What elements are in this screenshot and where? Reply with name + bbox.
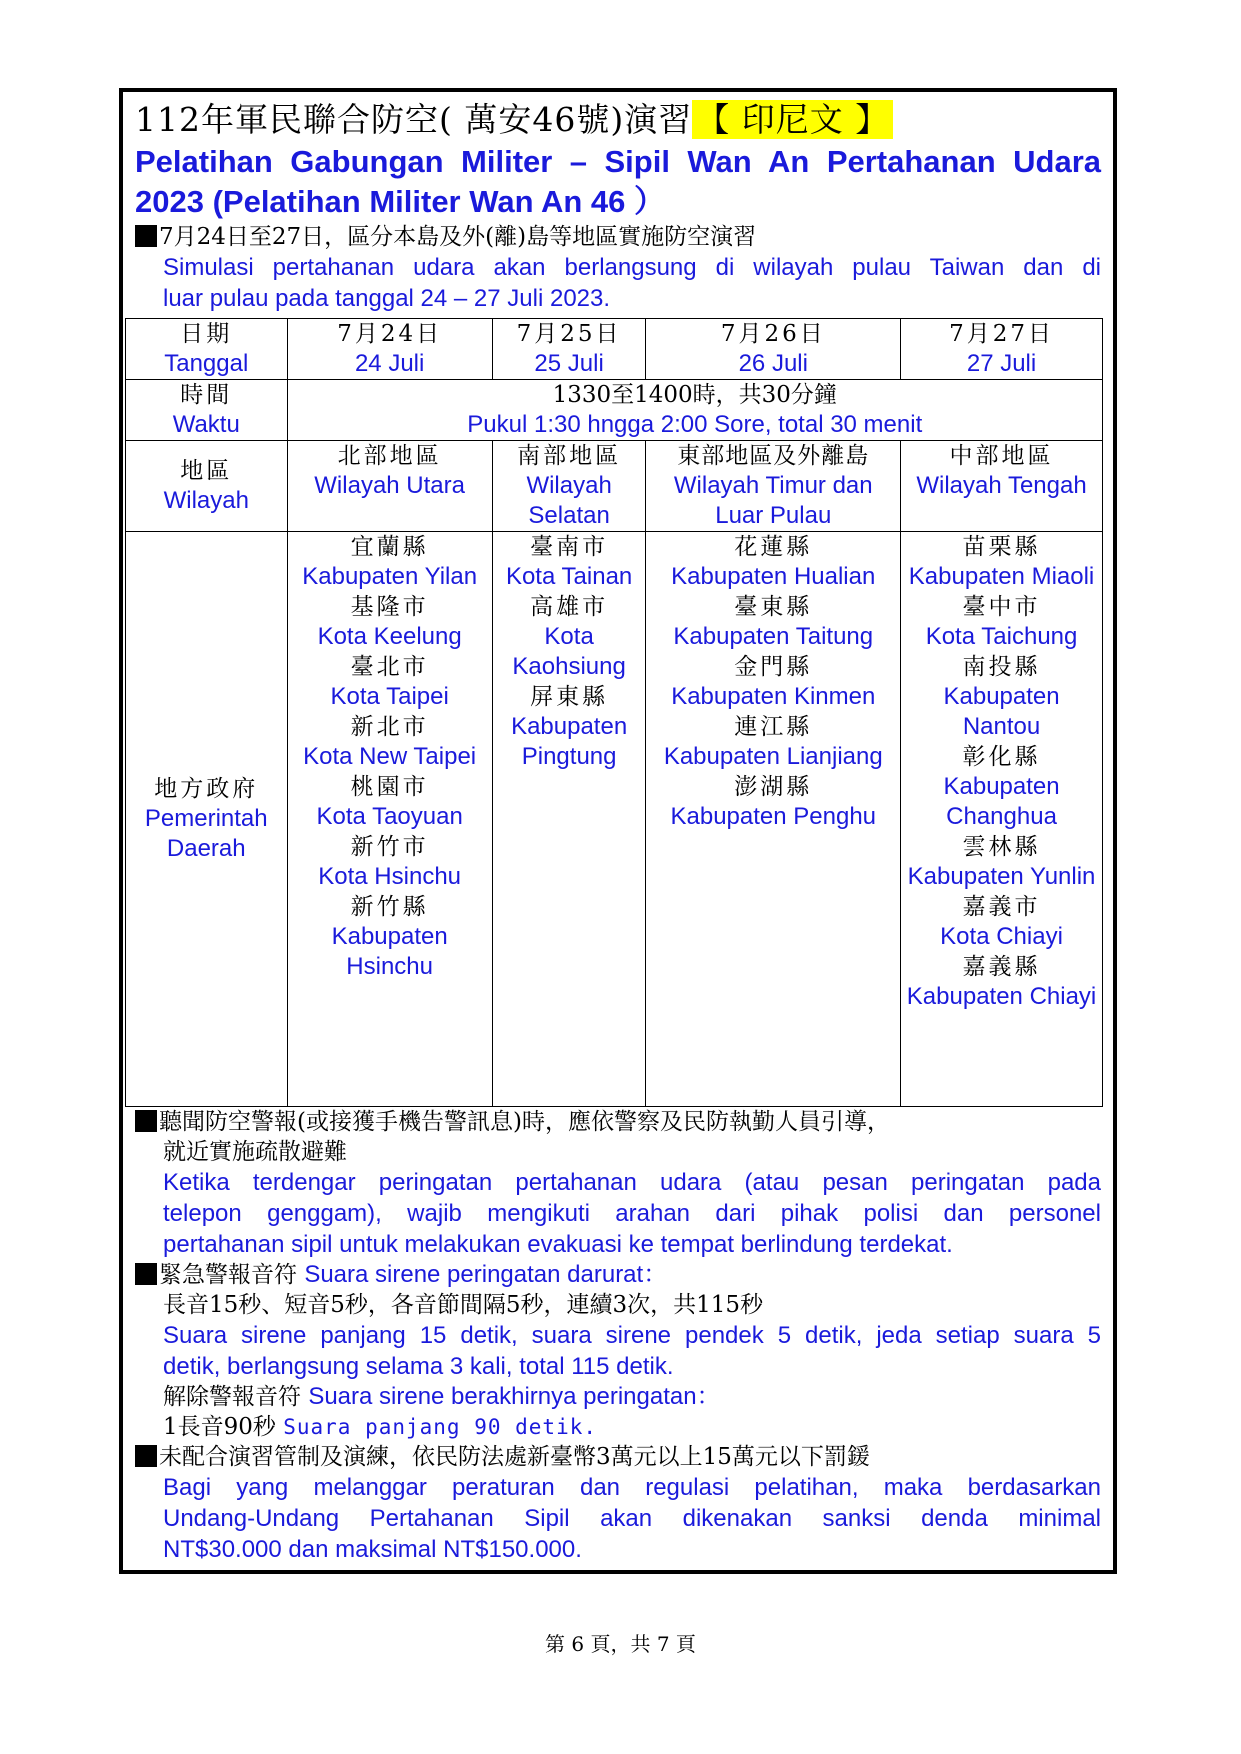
page-number: 第 6 頁，共 7 頁 <box>545 1632 696 1656</box>
gov-name-indonesian: Kabupaten Nantou <box>943 683 1060 740</box>
intro-chinese: 7月24日至27日，區分本島及外(離)島等地區實施防空演習 <box>135 222 1101 252</box>
title-chinese <box>135 98 1101 142</box>
gov-name-chinese: 臺東縣 <box>734 594 813 620</box>
title-chinese-main: 112年軍民聯合防空( 萬安46號)演習 <box>135 100 693 139</box>
gov-name-indonesian: Kabupaten Yilan <box>302 563 478 590</box>
gov-name-chinese: 雲林縣 <box>962 834 1041 860</box>
gov-name-chinese: 嘉義市 <box>962 894 1041 920</box>
gov-name-indonesian: Kota Taipei <box>330 683 449 710</box>
date-cell: 7月27日 <box>949 321 1054 347</box>
region-cell: 北部地區 <box>337 443 442 469</box>
date-cell: 7月26日 <box>720 321 826 347</box>
penalty-chinese: 未配合演習管制及演練，依民防法處新臺幣3萬元以上15萬元以下罰鍰 <box>135 1442 1101 1472</box>
bullet-square-icon <box>135 1445 157 1467</box>
evac-chinese-line-1: 聽聞防空警報(或接獲手機告警訊息)時，應依警察及民防執勤人員引導， <box>135 1107 1101 1137</box>
gov-name-indonesian: Kota Taoyuan <box>316 803 463 830</box>
gov-name-indonesian: Kabupaten Lianjiang <box>663 743 883 770</box>
gov-name-chinese: 連江縣 <box>734 714 813 740</box>
gov-name-indonesian: Kabupaten Chiayi <box>906 983 1097 1010</box>
time-chinese: 1330至1400時，共30分鐘 <box>552 382 837 408</box>
gov-list-day-1 <box>287 532 492 1107</box>
penalty-indonesian-line-2: Undang-Undang Pertahanan Sipil akan dikenakan sanksi denda minimal <box>163 1505 1101 1532</box>
gov-name-indonesian: Kabupaten Penghu <box>670 803 877 830</box>
gov-name-indonesian: Kabupaten Kinmen <box>671 683 876 710</box>
region-cell: 東部地區及外離島 <box>677 443 870 469</box>
evac-indonesian-line-3: pertahanan sipil untuk melakukan evakuasi ke tempat berlindung terdekat. <box>163 1231 953 1258</box>
gov-name-indonesian: Kabupaten Taitung <box>673 623 874 650</box>
gov-name-chinese: 嘉義縣 <box>962 954 1041 980</box>
gov-name-chinese: 金門縣 <box>734 654 813 680</box>
clear-siren-detail: 1長音90秒 Suara panjang 90 detik. <box>163 1414 598 1440</box>
gov-name-indonesian: Kota Keelung <box>317 623 462 650</box>
gov-name-indonesian: Kabupaten Hualian <box>671 563 876 590</box>
table-row-date: 日期 Tanggal 7月24日 24 Juli 7月25日 25 Juli 7月26日 26 Juli 7月27日 27 Juli <box>126 319 1103 380</box>
gov-name-chinese: 屏東縣 <box>530 684 609 710</box>
emergency-siren-heading: 緊急警報音符 Suara sirene peringatan darurat： <box>135 1260 1101 1290</box>
gov-name-indonesian: Kabupaten Yunlin <box>907 863 1096 890</box>
gov-name-chinese: 彰化縣 <box>962 744 1041 770</box>
gov-name-indonesian: Kota Hsinchu <box>318 863 462 890</box>
evac-chinese-line-2: 就近實施疏散避難 <box>163 1139 347 1165</box>
gov-list-day-3 <box>646 532 901 1107</box>
gov-name-indonesian: Kabupaten Hsinchu <box>331 923 448 980</box>
emergency-siren-detail-indonesian-line-2: detik, berlangsung selama 3 kali, total 115 detik. <box>163 1353 674 1380</box>
gov-name-indonesian: Kabupaten Miaoli <box>908 563 1095 590</box>
bulletin-frame <box>119 88 1117 1574</box>
bullet-square-icon <box>135 225 157 247</box>
gov-name-chinese: 新北市 <box>350 714 429 740</box>
gov-name-chinese: 高雄市 <box>530 594 609 620</box>
gov-name-indonesian: Kota Kaohsiung <box>512 623 626 680</box>
penalty-indonesian-line-1: Bagi yang melanggar peraturan dan regulasi pelatihan, maka berdasarkan <box>163 1474 1101 1501</box>
gov-name-chinese: 臺中市 <box>962 594 1041 620</box>
intro-indonesian-line-2: luar pulau pada tanggal 24 – 27 Juli 2023. <box>163 285 611 312</box>
gov-name-chinese: 基隆市 <box>350 594 429 620</box>
gov-name-chinese: 新竹市 <box>350 834 429 860</box>
bullet-square-icon <box>135 1263 157 1285</box>
penalty-indonesian-line-3: NT$30.000 dan maksimal NT$150.000. <box>163 1536 582 1563</box>
gov-name-indonesian: Kabupaten Pingtung <box>511 713 628 770</box>
table-row-region: 地區 Wilayah 北部地區 Wilayah Utara 南部地區 Wilayah Selatan 東部地區及外離島 Wilayah Timur dan Luar Pulau 中部地區 Wilayah Tengah <box>126 441 1103 532</box>
gov-name-indonesian: Kota Taichung <box>925 623 1078 650</box>
bullet-square-icon <box>135 1110 157 1132</box>
title-indonesian-line-1: Pelatihan Gabungan Militer – Sipil Wan An Pertahanan Udara <box>135 144 1101 179</box>
emergency-siren-detail-indonesian-line-1: Suara sirene panjang 15 detik, suara sirene pendek 5 detik, jeda setiap suara 5 <box>163 1322 1101 1349</box>
gov-name-chinese: 苗栗縣 <box>962 534 1041 560</box>
evac-indonesian-line-2: telepon genggam), wajib mengikuti arahan dari pihak polisi dan personel <box>163 1200 1101 1227</box>
gov-name-chinese: 臺南市 <box>530 534 609 560</box>
region-cell: 中部地區 <box>949 443 1054 469</box>
gov-name-chinese: 桃園市 <box>350 774 429 800</box>
gov-name-indonesian: Kota New Taipei <box>303 743 477 770</box>
gov-name-chinese: 新竹縣 <box>350 894 429 920</box>
gov-name-indonesian: Kota Tainan <box>505 563 633 590</box>
gov-name-chinese: 宜蘭縣 <box>350 534 429 560</box>
gov-list-day-4 <box>901 532 1103 1107</box>
date-cell: 7月25日 <box>516 321 622 347</box>
table-row-local-government: 地方政府 Pemerintah Daerah 宜蘭縣 Kabupaten Yilan 基隆市 Kota Keelung 臺北市 Kota Taipei 新北市 Kota New Taipei 桃園市 Kota Taoyuan 新竹市 Kota Hsinchu 新竹縣 Kabupaten Hsinchu 臺南市 Kota Tainan 高雄市 Kota Kaohsiung 屏東縣 Kabupaten Pingtung 花蓮縣 Kabupaten Hualian 臺東縣 Kabupaten Taitung 金門縣 Kabupaten Kinmen 連江縣 Kabupaten Lianjiang 澎湖縣 Kabupaten Penghu 苗栗縣 Kabupaten Miaoli 臺中市 Kota Taichung 南投縣 Kabupaten Nantou 彰化縣 Kabupaten Changhua 雲林縣 Kabupaten Yunlin 嘉義市 Kota Chiayi 嘉義縣 Kabupaten Chiayi <box>126 532 1103 1107</box>
clear-siren-heading: 解除警報音符 Suara sirene berakhirnya peringatan： <box>163 1383 721 1410</box>
table-row-time: 時間 Waktu 1330至1400時，共30分鐘 Pukul 1:30 hngga 2:00 Sore, total 30 menit <box>126 380 1103 441</box>
gov-name-chinese: 澎湖縣 <box>734 774 813 800</box>
intro-indonesian-line-1: Simulasi pertahanan udara akan berlangsung di wilayah pulau Taiwan dan di <box>163 254 1101 281</box>
gov-name-chinese: 南投縣 <box>962 654 1041 680</box>
gov-name-indonesian: Kota Chiayi <box>940 923 1063 950</box>
title-language-tag: 【 印尼文 】 <box>692 100 893 139</box>
time-indonesian: Pukul 1:30 hngga 2:00 Sore, total 30 menit <box>467 411 923 438</box>
gov-list-day-2 <box>492 532 646 1107</box>
schedule-table <box>125 318 1103 1107</box>
emergency-siren-detail-chinese: 長音15秒、短音5秒，各音節間隔5秒，連續3次，共115秒 <box>163 1292 764 1318</box>
gov-name-indonesian: Kabupaten Changhua <box>943 773 1060 830</box>
date-cell: 7月24日 <box>337 321 443 347</box>
region-cell: 南部地區 <box>517 443 622 469</box>
title-indonesian-line-2: 2023 (Pelatihan Militer Wan An 46 ） <box>135 184 666 219</box>
gov-name-chinese: 臺北市 <box>350 654 429 680</box>
evac-indonesian-line-1: Ketika terdengar peringatan pertahanan udara (atau pesan peringatan pada <box>163 1169 1101 1196</box>
gov-name-chinese: 花蓮縣 <box>734 534 813 560</box>
